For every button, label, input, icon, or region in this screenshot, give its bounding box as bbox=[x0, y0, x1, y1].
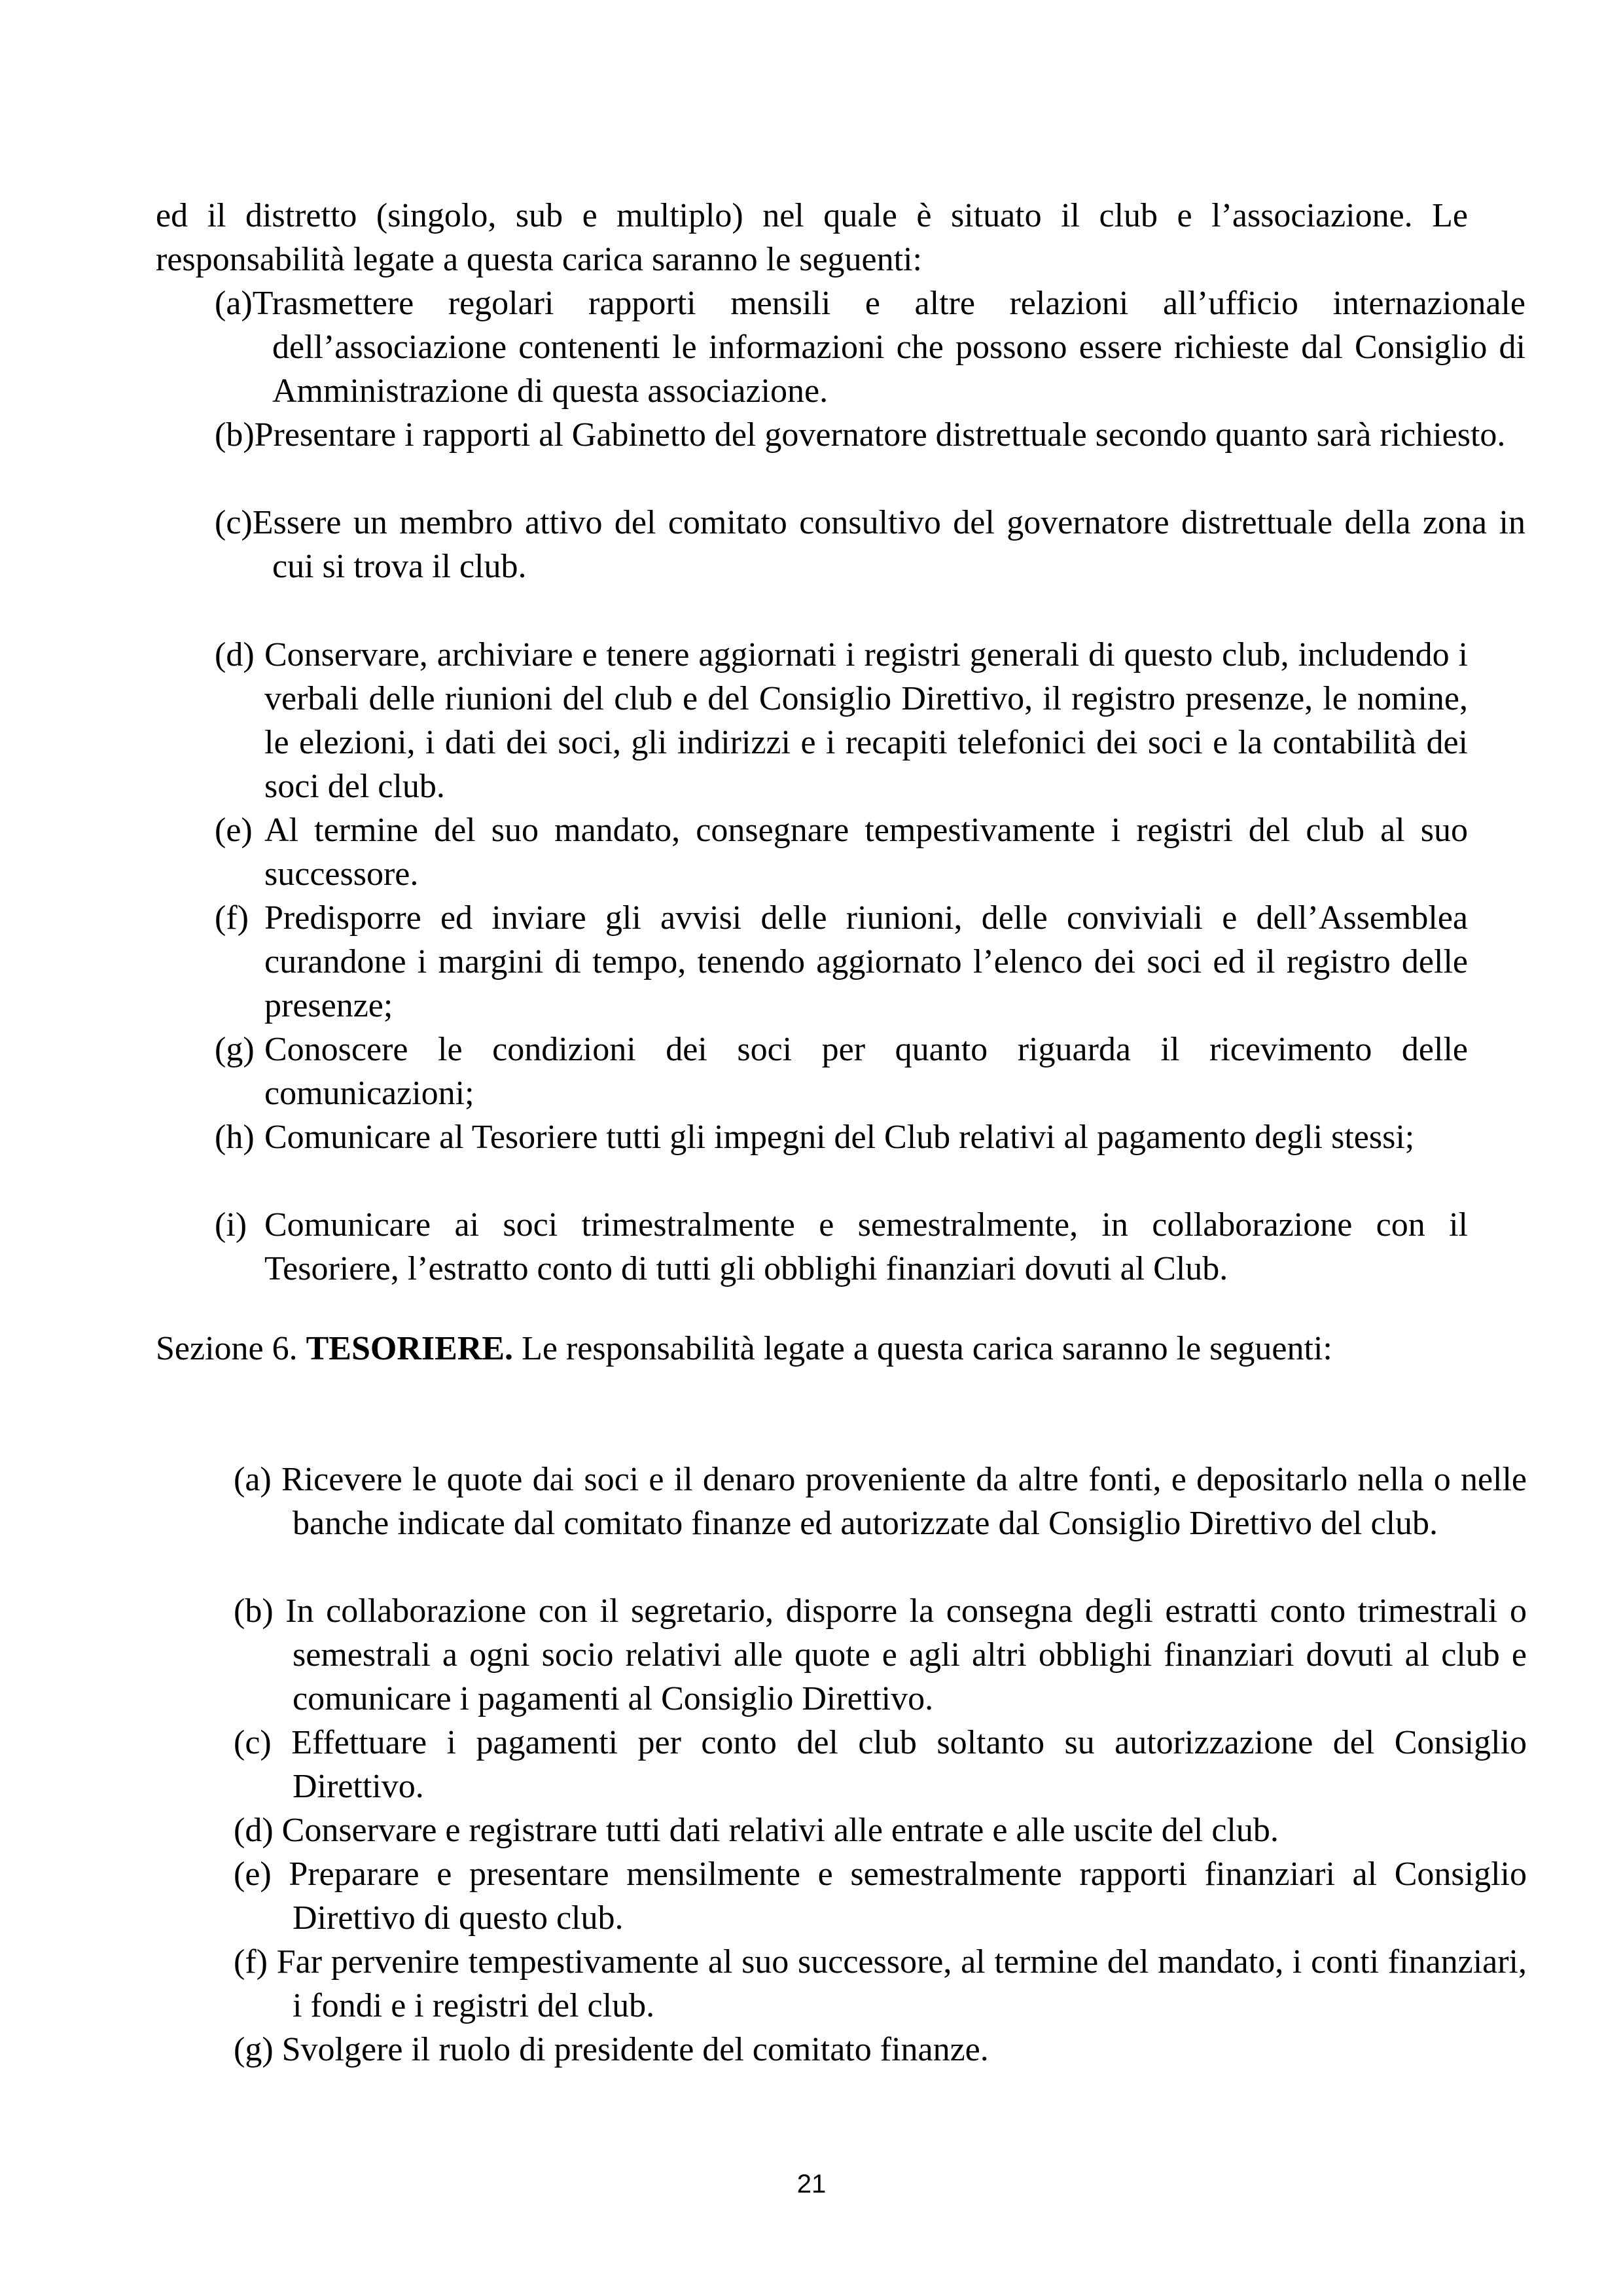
list-item-text: Ricevere le quote dai soci e il denaro proveniente da altre fonti, e depositarlo nella o nelle banche indicate dal comitato finanze ed autorizzate dal Consiglio Direttivo del club. bbox=[281, 1461, 1527, 1542]
list-item-label: (e) bbox=[234, 1856, 272, 1893]
list-item-text: Conservare e registrare tutti dati relativi alle entrate e alle uscite del club. bbox=[281, 1812, 1279, 1849]
intro-text: ed il distretto (singolo, sub e multiplo) nel quale è situato il club e l’associazione. Le responsabilità legate a questa carica saranno le seguenti: bbox=[156, 197, 1468, 278]
list-item-text: Svolgere il ruolo di presidente del comitato finanze. bbox=[281, 2031, 989, 2068]
treasurer-item-c bbox=[234, 1721, 1527, 1808]
list-item-label: (f) bbox=[234, 1943, 268, 1981]
list-item-label: (a) bbox=[234, 1461, 272, 1498]
list-item-label: (g) bbox=[215, 1031, 255, 1068]
list-item-text: Far pervenire tempestivamente al suo successore, al termine del mandato, i conti finanziari, i fondi e i registri del club. bbox=[276, 1943, 1527, 2024]
list-item-label: (f) bbox=[215, 899, 249, 937]
list-item-text: Comunicare al Tesoriere tutti gli impegni del Club relativi al pagamento degli stessi; bbox=[264, 1119, 1415, 1156]
list-item-label: (d) bbox=[234, 1812, 274, 1849]
list-item-d bbox=[215, 633, 1468, 808]
treasurer-item-b bbox=[234, 1589, 1527, 1721]
list-item-label: (c) bbox=[215, 504, 253, 541]
page-number: 21 bbox=[796, 2170, 827, 2198]
list-item-text: Effettuare i pagamenti per conto del club soltanto su autorizzazione del Consiglio Direttivo. bbox=[291, 1724, 1527, 1805]
treasurer-item-e bbox=[234, 1852, 1527, 1940]
list-item-label: (b) bbox=[215, 416, 255, 454]
list-item-text: Predisporre ed inviare gli avvisi delle riunioni, delle conviviali e dell’Assemblea curandone i margini di tempo, tenendo aggiornato l’elenco dei soci ed il registro delle presenze; bbox=[264, 899, 1468, 1024]
list-item-text: Trasmettere regolari rapporti mensili e altre relazioni all’ufficio internazionale dell’associazione contenenti le informazioni che possono essere richieste dal Consiglio di Amministrazione di questa associazione. bbox=[252, 285, 1525, 410]
list-item-text: Comunicare ai soci trimestralmente e semestralmente, in collaborazione con il Tesoriere, l’estratto conto di tutti gli obblighi finanziari dovuti al Club. bbox=[264, 1206, 1468, 1287]
section-title: TESORIERE. bbox=[306, 1330, 514, 1367]
list-item-h bbox=[215, 1115, 1468, 1159]
list-item-text: In collaborazione con il segretario, disporre la consegna degli estratti conto trimestrali o semestrali a ogni socio relativi alle quote e agli altri obblighi finanziari dovuti al club e comunicare i pagamenti al Consiglio Direttivo. bbox=[285, 1592, 1527, 1717]
list-item-b bbox=[215, 413, 1525, 457]
list-item-i bbox=[215, 1203, 1468, 1291]
list-item-text: Essere un membro attivo del comitato consultivo del governatore distrettuale della zona in cui si trova il club. bbox=[252, 504, 1525, 585]
list-item-text: Al termine del suo mandato, consegnare tempestivamente i registri del club al suo successore. bbox=[264, 812, 1468, 893]
list-item-a bbox=[215, 281, 1525, 413]
list-item-e bbox=[215, 808, 1468, 896]
list-item-label: (g) bbox=[234, 2031, 274, 2068]
section-rest: Le responsabilità legate a questa carica saranno le seguenti: bbox=[513, 1330, 1332, 1367]
list-item-text: Presentare i rapporti al Gabinetto del governatore distrettuale secondo quanto sarà richiesto. bbox=[254, 416, 1506, 454]
treasurer-item-f bbox=[234, 1940, 1527, 2028]
section-prefix: Sezione 6. bbox=[156, 1330, 306, 1367]
section-6-paragraph bbox=[156, 1327, 1468, 1371]
intro-paragraph bbox=[156, 194, 1468, 281]
list-item-label: (a) bbox=[215, 285, 253, 322]
list-item-c bbox=[215, 501, 1525, 588]
list-item-f bbox=[215, 896, 1468, 1028]
treasurer-item-a bbox=[234, 1458, 1527, 1545]
list-item-label: (b) bbox=[234, 1592, 274, 1630]
list-item-label: (h) bbox=[215, 1119, 255, 1156]
list-item-label: (i) bbox=[215, 1206, 247, 1244]
treasurer-item-g bbox=[234, 2028, 1527, 2072]
list-item-text: Conoscere le condizioni dei soci per quanto riguarda il ricevimento delle comunicazioni; bbox=[264, 1031, 1468, 1112]
list-item-g bbox=[215, 1028, 1468, 1115]
list-item-label: (d) bbox=[215, 636, 255, 673]
list-item-label: (c) bbox=[234, 1724, 272, 1761]
list-item-text: Preparare e presentare mensilmente e semestralmente rapporti finanziari al Consiglio Direttivo di questo club. bbox=[289, 1856, 1527, 1937]
list-item-text: Conservare, archiviare e tenere aggiornati i registri generali di questo club, includendo i verbali delle riunioni del club e del Consiglio Direttivo, il registro presenze, le nomine, le elezioni, i dati dei soci, gli indirizzi e i recapiti telefonici dei soci e la contabilità dei soci del club. bbox=[264, 636, 1468, 805]
list-item-label: (e) bbox=[215, 812, 253, 849]
treasurer-item-d bbox=[234, 1808, 1527, 1852]
